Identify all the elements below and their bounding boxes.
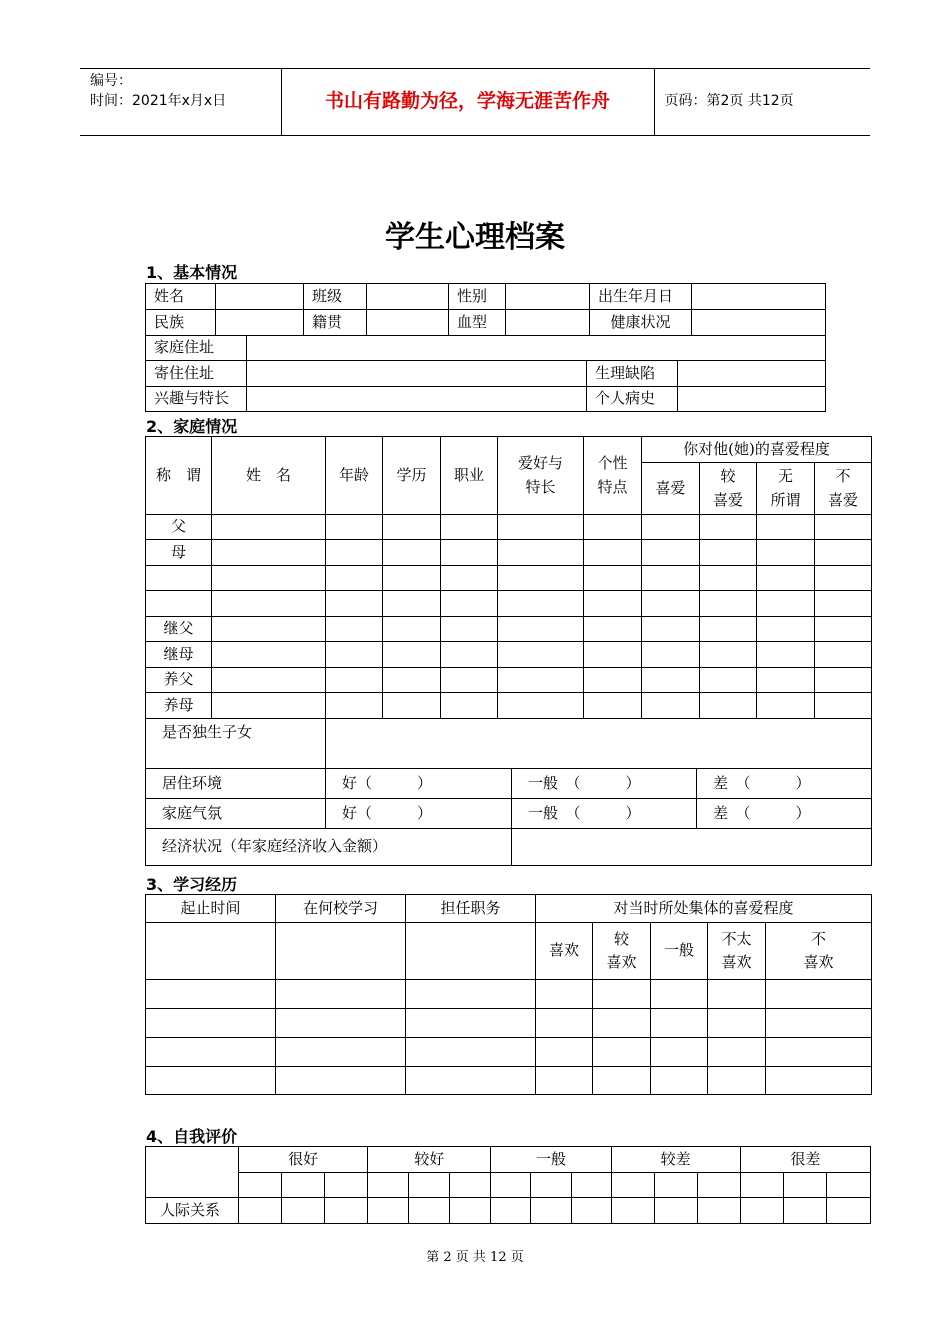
cell[interactable] bbox=[766, 1038, 872, 1067]
cell[interactable] bbox=[584, 617, 642, 642]
grade-very-poor: 很差 bbox=[740, 1147, 870, 1173]
living-env-poor[interactable]: 差 （ ） bbox=[697, 769, 872, 799]
label-class: 班级 bbox=[304, 284, 367, 310]
cell[interactable] bbox=[766, 980, 872, 1009]
label-interpersonal: 人际关系 bbox=[146, 1198, 239, 1224]
cell[interactable] bbox=[326, 591, 383, 617]
col-personality-line1: 个性 bbox=[597, 454, 628, 473]
cell[interactable] bbox=[441, 617, 498, 642]
cell[interactable] bbox=[642, 515, 700, 540]
cell[interactable] bbox=[212, 668, 326, 693]
family-row bbox=[146, 693, 872, 719]
col-age: 年龄 bbox=[326, 437, 383, 515]
cell[interactable] bbox=[450, 1173, 491, 1198]
cell[interactable] bbox=[697, 1198, 740, 1224]
cell[interactable] bbox=[441, 693, 498, 719]
col-hobby bbox=[498, 437, 584, 515]
like-level-4-line1: 不太 bbox=[721, 929, 752, 948]
cell[interactable] bbox=[146, 1038, 276, 1067]
cell[interactable] bbox=[383, 566, 441, 591]
like-level-5-line1: 不 bbox=[810, 929, 826, 948]
cell[interactable] bbox=[326, 617, 383, 642]
like-level-5-line2: 喜欢 bbox=[803, 953, 834, 971]
cell[interactable] bbox=[584, 591, 642, 617]
family-table bbox=[145, 436, 872, 769]
label-gender: 性别 bbox=[449, 284, 506, 310]
like-level-2-line2: 喜欢 bbox=[606, 953, 637, 971]
cell[interactable] bbox=[700, 642, 757, 668]
cell[interactable] bbox=[757, 566, 815, 591]
cell[interactable] bbox=[700, 617, 757, 642]
page-title: 学生心理档案 bbox=[385, 220, 565, 255]
cell[interactable] bbox=[326, 566, 383, 591]
cell[interactable] bbox=[642, 540, 700, 566]
family-row bbox=[146, 540, 872, 566]
input-only-child[interactable] bbox=[326, 719, 872, 769]
cell[interactable] bbox=[766, 1067, 872, 1095]
family-env-table bbox=[145, 768, 872, 866]
cell[interactable] bbox=[654, 1173, 697, 1198]
section-3-heading: 3、学习经历 bbox=[146, 875, 238, 894]
family-atmo-good[interactable]: 好（ ） bbox=[326, 799, 512, 829]
cell[interactable] bbox=[276, 1009, 406, 1038]
cell[interactable] bbox=[757, 668, 815, 693]
grade-good: 较好 bbox=[368, 1147, 491, 1173]
cell[interactable] bbox=[498, 591, 584, 617]
relation-label bbox=[146, 566, 212, 591]
like-level-5 bbox=[766, 923, 872, 980]
cell[interactable] bbox=[276, 980, 406, 1009]
study-row bbox=[146, 1009, 872, 1038]
label-medical-history: 个人病史 bbox=[587, 387, 678, 412]
cell[interactable] bbox=[383, 515, 441, 540]
cell[interactable] bbox=[593, 1009, 651, 1038]
study-table bbox=[145, 894, 872, 1095]
cell[interactable] bbox=[584, 515, 642, 540]
cell[interactable] bbox=[146, 1009, 276, 1038]
cell[interactable] bbox=[383, 540, 441, 566]
cell[interactable] bbox=[276, 1038, 406, 1067]
fond-indifferent bbox=[757, 463, 815, 515]
cell[interactable] bbox=[368, 1173, 409, 1198]
label-health: 健康状况 bbox=[590, 310, 692, 336]
study-row bbox=[146, 1038, 872, 1067]
cell[interactable] bbox=[536, 1009, 593, 1038]
family-row bbox=[146, 515, 872, 540]
cell[interactable] bbox=[441, 566, 498, 591]
input-blood-type[interactable] bbox=[506, 310, 590, 336]
living-env-average[interactable]: 一般 （ ） bbox=[512, 769, 697, 799]
living-env-good[interactable]: 好（ ） bbox=[326, 769, 512, 799]
study-row bbox=[146, 980, 872, 1009]
family-row bbox=[146, 591, 872, 617]
label-living-env: 居住环境 bbox=[146, 769, 326, 799]
cell[interactable] bbox=[740, 1198, 783, 1224]
input-birth[interactable] bbox=[692, 284, 826, 310]
col-relation: 称 谓 bbox=[146, 437, 212, 515]
label-only-child: 是否独生子女 bbox=[146, 719, 326, 769]
cell[interactable] bbox=[815, 642, 872, 668]
cell[interactable] bbox=[239, 1173, 282, 1198]
fond-rather-like bbox=[700, 463, 757, 515]
like-level-1: 喜欢 bbox=[536, 923, 593, 980]
cell[interactable] bbox=[383, 591, 441, 617]
col-school: 在何校学习 bbox=[276, 895, 406, 923]
cell[interactable] bbox=[498, 566, 584, 591]
col-period: 起止时间 bbox=[146, 895, 276, 923]
grade-poor: 较差 bbox=[611, 1147, 740, 1173]
cell[interactable] bbox=[498, 540, 584, 566]
cell[interactable] bbox=[642, 617, 700, 642]
relation-label: 父 bbox=[146, 515, 212, 540]
fond-rather-like-line2: 喜爱 bbox=[712, 490, 743, 509]
cell[interactable] bbox=[212, 515, 326, 540]
cell[interactable] bbox=[146, 1067, 276, 1095]
number-label: 编号： bbox=[90, 73, 132, 89]
cell[interactable] bbox=[584, 540, 642, 566]
cell[interactable] bbox=[757, 540, 815, 566]
cell[interactable] bbox=[708, 1009, 766, 1038]
col-name: 姓 名 bbox=[212, 437, 326, 515]
cell[interactable] bbox=[571, 1198, 611, 1224]
input-class[interactable] bbox=[367, 284, 449, 310]
section-2-heading: 2、家庭情况 bbox=[146, 417, 238, 436]
col-post: 担任职务 bbox=[406, 895, 536, 923]
cell[interactable] bbox=[406, 1067, 536, 1095]
cell[interactable] bbox=[571, 1173, 611, 1198]
cell[interactable] bbox=[700, 693, 757, 719]
section-1-heading: 1、基本情况 bbox=[146, 263, 238, 282]
cell[interactable] bbox=[498, 617, 584, 642]
cell[interactable] bbox=[212, 591, 326, 617]
header-meta bbox=[80, 69, 281, 136]
cell[interactable] bbox=[584, 693, 642, 719]
cell[interactable] bbox=[708, 980, 766, 1009]
cell[interactable] bbox=[536, 1038, 593, 1067]
cell[interactable] bbox=[368, 1198, 409, 1224]
cell[interactable] bbox=[584, 566, 642, 591]
cell[interactable] bbox=[700, 566, 757, 591]
family-atmo-average[interactable]: 一般 （ ） bbox=[512, 799, 697, 829]
input-economy[interactable] bbox=[512, 829, 872, 866]
cell[interactable] bbox=[406, 1009, 536, 1038]
cell[interactable] bbox=[593, 1067, 651, 1095]
like-level-2-line1: 较 bbox=[613, 929, 629, 948]
label-ethnicity: 民族 bbox=[146, 310, 216, 336]
cell[interactable] bbox=[642, 668, 700, 693]
cell[interactable] bbox=[697, 1173, 740, 1198]
like-level-2 bbox=[593, 923, 651, 980]
cell[interactable] bbox=[826, 1198, 870, 1224]
basic-info-table bbox=[145, 283, 826, 412]
label-physical-defect: 生理缺陷 bbox=[587, 361, 678, 387]
cell[interactable] bbox=[700, 668, 757, 693]
cell[interactable] bbox=[212, 617, 326, 642]
label-economy: 经济状况（年家庭经济收入金额） bbox=[146, 829, 512, 866]
cell[interactable] bbox=[441, 591, 498, 617]
cell[interactable] bbox=[383, 642, 441, 668]
cell[interactable] bbox=[708, 1067, 766, 1095]
cell[interactable] bbox=[815, 540, 872, 566]
cell[interactable] bbox=[815, 591, 872, 617]
time-label: 时间：2021年x月x日 bbox=[90, 93, 227, 110]
grade-average: 一般 bbox=[491, 1147, 611, 1173]
cell[interactable] bbox=[783, 1173, 826, 1198]
family-row bbox=[146, 566, 872, 591]
cell[interactable] bbox=[441, 515, 498, 540]
cell[interactable] bbox=[757, 617, 815, 642]
fond-dislike-line1: 不 bbox=[835, 467, 851, 486]
cell[interactable] bbox=[212, 566, 326, 591]
cell[interactable] bbox=[282, 1173, 325, 1198]
col-education: 学历 bbox=[383, 437, 441, 515]
cell[interactable] bbox=[212, 693, 326, 719]
cell[interactable] bbox=[654, 1198, 697, 1224]
cell[interactable] bbox=[239, 1198, 282, 1224]
grade-very-good: 很好 bbox=[239, 1147, 368, 1173]
cell[interactable] bbox=[325, 1198, 368, 1224]
fond-dislike-line2: 喜爱 bbox=[828, 490, 859, 509]
relation-label: 母 bbox=[146, 540, 212, 566]
label-hobbies: 兴趣与特长 bbox=[146, 387, 247, 412]
cell[interactable] bbox=[757, 642, 815, 668]
cell[interactable] bbox=[326, 515, 383, 540]
family-row bbox=[146, 617, 872, 642]
page-header bbox=[80, 68, 870, 136]
fond-like: 喜爱 bbox=[642, 463, 700, 515]
cell[interactable] bbox=[326, 540, 383, 566]
input-ethnicity[interactable] bbox=[216, 310, 304, 336]
relation-label: 继母 bbox=[146, 642, 212, 668]
label-name: 姓名 bbox=[146, 284, 216, 310]
eval-corner bbox=[146, 1147, 239, 1198]
like-level-3: 一般 bbox=[651, 923, 708, 980]
cell[interactable] bbox=[740, 1173, 783, 1198]
cell[interactable] bbox=[276, 1067, 406, 1095]
label-birth: 出生年月日 bbox=[590, 284, 692, 310]
cell[interactable] bbox=[642, 566, 700, 591]
input-name[interactable] bbox=[216, 284, 304, 310]
cell[interactable] bbox=[326, 668, 383, 693]
input-medical-history[interactable] bbox=[678, 387, 826, 412]
input-home-address[interactable] bbox=[247, 336, 826, 361]
cell[interactable] bbox=[826, 1173, 870, 1198]
cell[interactable] bbox=[498, 693, 584, 719]
cell[interactable] bbox=[326, 693, 383, 719]
study-row bbox=[146, 1067, 872, 1095]
cell[interactable] bbox=[383, 693, 441, 719]
cell[interactable] bbox=[611, 1173, 654, 1198]
cell[interactable] bbox=[815, 668, 872, 693]
label-home-address: 家庭住址 bbox=[146, 336, 247, 361]
input-native-place[interactable] bbox=[367, 310, 449, 336]
page-footer: 第 2 页 共 12 页 bbox=[426, 1250, 524, 1265]
cell[interactable] bbox=[783, 1198, 826, 1224]
cell[interactable] bbox=[383, 617, 441, 642]
family-row bbox=[146, 642, 872, 668]
col-personality-line2: 特点 bbox=[597, 477, 628, 496]
cell[interactable] bbox=[536, 980, 593, 1009]
cell[interactable] bbox=[651, 1038, 708, 1067]
cell[interactable] bbox=[593, 980, 651, 1009]
cell[interactable] bbox=[651, 980, 708, 1009]
relation-label: 继父 bbox=[146, 617, 212, 642]
self-eval-table bbox=[145, 1146, 871, 1224]
cell[interactable] bbox=[700, 540, 757, 566]
cell[interactable] bbox=[757, 515, 815, 540]
cell[interactable] bbox=[498, 668, 584, 693]
col-personality bbox=[584, 437, 642, 515]
cell[interactable] bbox=[450, 1198, 491, 1224]
cell[interactable] bbox=[651, 1067, 708, 1095]
col-hobby-line1: 爱好与 bbox=[517, 454, 563, 473]
cell[interactable] bbox=[326, 642, 383, 668]
input-gender[interactable] bbox=[506, 284, 590, 310]
cell[interactable] bbox=[406, 1038, 536, 1067]
cell[interactable] bbox=[642, 693, 700, 719]
like-level-4-line2: 喜欢 bbox=[721, 953, 752, 971]
cell[interactable] bbox=[276, 923, 406, 980]
input-lodging-address[interactable] bbox=[247, 361, 587, 387]
label-family-atmosphere: 家庭气氛 bbox=[146, 799, 326, 829]
input-physical-defect[interactable] bbox=[678, 361, 826, 387]
cell[interactable] bbox=[406, 923, 536, 980]
fond-indifferent-line2: 所谓 bbox=[770, 490, 801, 509]
cell[interactable] bbox=[766, 1009, 872, 1038]
cell[interactable] bbox=[441, 668, 498, 693]
like-header: 对当时所处集体的喜爱程度 bbox=[536, 895, 872, 923]
cell[interactable] bbox=[815, 693, 872, 719]
fond-dislike bbox=[815, 463, 872, 515]
fond-rather-like-line1: 较 bbox=[720, 467, 736, 486]
label-lodging-address: 寄住住址 bbox=[146, 361, 247, 387]
cell[interactable] bbox=[642, 591, 700, 617]
cell[interactable] bbox=[757, 591, 815, 617]
input-health[interactable] bbox=[692, 310, 826, 336]
col-occupation: 职业 bbox=[441, 437, 498, 515]
cell[interactable] bbox=[531, 1198, 571, 1224]
cell[interactable] bbox=[700, 591, 757, 617]
cell[interactable] bbox=[409, 1198, 450, 1224]
cell[interactable] bbox=[584, 668, 642, 693]
cell[interactable] bbox=[491, 1198, 531, 1224]
fondness-header: 你对他(她)的喜爱程度 bbox=[642, 437, 872, 463]
cell[interactable] bbox=[815, 515, 872, 540]
cell[interactable] bbox=[611, 1198, 654, 1224]
header-motto: 书山有路勤为径，学海无涯苦作舟 bbox=[281, 69, 654, 136]
relation-label: 养母 bbox=[146, 693, 212, 719]
like-level-4 bbox=[708, 923, 766, 980]
cell[interactable] bbox=[708, 1038, 766, 1067]
cell[interactable] bbox=[282, 1198, 325, 1224]
relation-label bbox=[146, 591, 212, 617]
cell[interactable] bbox=[815, 617, 872, 642]
section-4-heading: 4、自我评价 bbox=[146, 1127, 238, 1146]
col-hobby-line2: 特长 bbox=[525, 477, 556, 496]
label-blood-type: 血型 bbox=[449, 310, 506, 336]
header-page-info: 页码：第2页 共12页 bbox=[654, 69, 870, 136]
cell[interactable] bbox=[146, 980, 276, 1009]
input-hobbies[interactable] bbox=[247, 387, 587, 412]
cell[interactable] bbox=[212, 642, 326, 668]
cell[interactable] bbox=[642, 642, 700, 668]
cell[interactable] bbox=[212, 540, 326, 566]
cell[interactable] bbox=[409, 1173, 450, 1198]
cell[interactable] bbox=[700, 515, 757, 540]
cell[interactable] bbox=[815, 566, 872, 591]
relation-label: 养父 bbox=[146, 668, 212, 693]
cell[interactable] bbox=[383, 668, 441, 693]
family-row bbox=[146, 668, 872, 693]
cell[interactable] bbox=[584, 642, 642, 668]
cell[interactable] bbox=[757, 693, 815, 719]
cell[interactable] bbox=[491, 1173, 531, 1198]
cell[interactable] bbox=[498, 642, 584, 668]
cell[interactable] bbox=[441, 540, 498, 566]
cell[interactable] bbox=[531, 1173, 571, 1198]
cell[interactable] bbox=[498, 515, 584, 540]
cell[interactable] bbox=[406, 980, 536, 1009]
family-atmo-poor[interactable]: 差 （ ） bbox=[697, 799, 872, 829]
cell[interactable] bbox=[593, 1038, 651, 1067]
label-native-place: 籍贯 bbox=[304, 310, 367, 336]
cell[interactable] bbox=[536, 1067, 593, 1095]
fond-indifferent-line1: 无 bbox=[777, 467, 793, 486]
cell[interactable] bbox=[651, 1009, 708, 1038]
cell[interactable] bbox=[325, 1173, 368, 1198]
cell[interactable] bbox=[441, 642, 498, 668]
cell[interactable] bbox=[146, 923, 276, 980]
